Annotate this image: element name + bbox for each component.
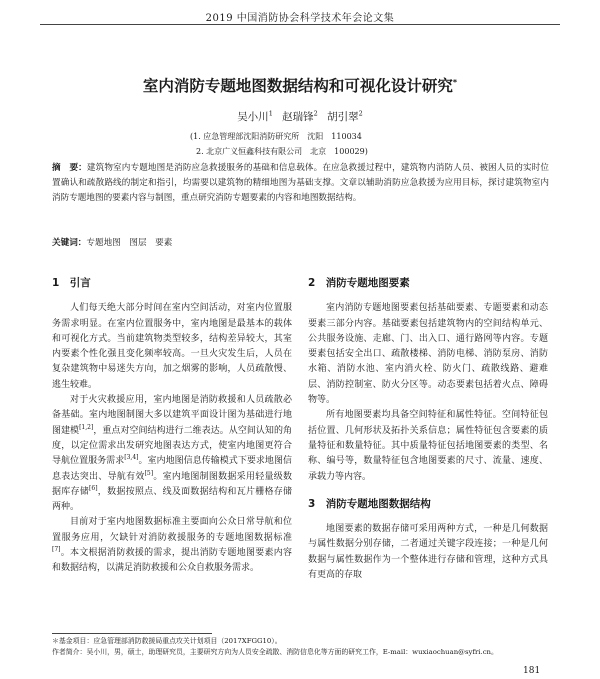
intro-paragraph-2 [52, 393, 292, 515]
keywords-text: 专题地图 图层 要素 [86, 238, 173, 248]
title-footnote-marker: * [452, 77, 458, 87]
running-header: 2019 中国消防协会科学技术年会论文集 [205, 13, 395, 24]
author-3-name: 胡引翠 [327, 111, 359, 123]
intro-p2-text-a: 对于火灾救援应用，室内地图是消防救援和人员疏散必备基础。室内地图制图大多以建筑平面设计图为基础进行地图建模 [52, 395, 292, 436]
author-1-name: 吴小川 [237, 111, 269, 123]
intro-p3-text-b: 。本文根据消防救援的需求，提出消防专题地图要素内容和数据结构，以满足消防救援和公众自救服务需求。 [52, 548, 292, 574]
paper-title-text: 室内消防专题地图数据结构和可视化设计研究 [142, 77, 453, 95]
citation: [7] [52, 546, 61, 554]
page-number: 181 [523, 666, 541, 676]
citation: [6] [89, 484, 98, 492]
paper-title [40, 74, 560, 96]
intro-p2-text-b: ，重点对空间结构进行二维表达。从空间认知的角度，以定位需求出发研究地图表达方式，使室内地图更符合导航位置服务需求 [52, 425, 292, 467]
author-list [40, 109, 560, 124]
left-column [52, 276, 292, 577]
abstract-label: 摘 要： [52, 163, 87, 173]
footnotes [52, 636, 548, 658]
author-name [327, 111, 363, 123]
affiliation-2: 2. 北京广义恒鑫科技有限公司 北京 100029) [196, 147, 368, 156]
right-column [308, 276, 548, 583]
citation: [5] [144, 469, 154, 477]
affiliations [190, 129, 368, 159]
citation: [3,4] [124, 454, 139, 462]
intro-p3-text-a: 目前对于室内地图数据标准主要面向公众日常导航和位置服务应用，欠缺针对消防救援服务的专题地图数据标准 [52, 517, 292, 543]
author-name [282, 111, 318, 123]
author-2-name: 赵瑞锋 [282, 111, 314, 123]
author-2-affil: 2 [313, 109, 318, 118]
intro-paragraph-1: 人们每天绝大部分时间在室内空间活动，对室内位置服务需求明显。在室内位置服务中，室内地图是最基本的载体和可视化方式。当前建筑物类型较多，结构差异较大，其室内要素个性化强且变化频率较高。一旦火灾发生后，人员在复杂建筑物中易迷失方向，加之烟雾的影响，人员疏散慢、逃生较难。 [52, 303, 292, 390]
abstract-text: 建筑物室内专题地图是消防应急救援服务的基础和信息载体。在应急救援过程中，建筑物内消防人员、被困人员的实时位置确认和疏散路线的制定和指引，均需要以建筑物的精细地图为基础支撑。文章以辅助消防应急救援为应用目标，探讨建筑物室内消防专题地图的要素内容与制图，重点研究消防专题要素的内容和地图数据结构。 [52, 163, 549, 203]
section-heading-elements: 2 消防专题地图要素 [308, 277, 410, 289]
fund-footnote: ＊基金项目：应急管理部消防救援局重点攻关计划项目（2017XFGG10）。 [52, 637, 282, 645]
intro-paragraph-3 [52, 515, 292, 576]
header-divider [40, 24, 560, 25]
elements-paragraph-2: 所有地图要素均具备空间特征和属性特征。空间特征包括位置、几何形状及拓扑关系信息；属性特征包含要素的质量特征和数量特征。其中质量特征包括地图要素的类型、名称、编号等，数量特征包含地图要素的尺寸、流量、速度、承载力等内容。 [308, 410, 548, 482]
author-bio-footnote: 作者简介：吴小川，男，硕士，助理研究员，主要研究方向为人员安全疏散、消防信息化等方面的研究工作，E-mail：wuxiaochuan@syfri.cn。 [52, 648, 498, 656]
section-heading-intro: 1 引言 [52, 277, 91, 289]
author-name [237, 111, 273, 123]
section-heading-structure: 3 消防专题地图数据结构 [308, 497, 431, 510]
intro-p2-text-c: 。室内地图信息传输模式下要求地图信息表达突出、导航有效 [52, 456, 292, 482]
footnote-divider [52, 633, 212, 634]
abstract [52, 161, 549, 206]
affiliation-1: (1. 应急管理部沈阳消防研究所 沈阳 110034 [190, 132, 362, 141]
author-3-affil: 2 [358, 109, 363, 118]
keywords-label: 关键词： [52, 238, 87, 248]
intro-p2-text-d: 。室内地图制图数据采用轻量级数据库存储 [52, 471, 292, 497]
citation: [1,2] [79, 423, 94, 431]
keywords [52, 236, 172, 248]
intro-p2-text-e: ，数据按照点、线及面数据结构和瓦片栅格存储两种。 [52, 486, 292, 513]
author-1-affil: 1 [268, 109, 273, 118]
elements-paragraph-1: 室内消防专题地图要素包括基础要素、专题要素和动态要素三部分内容。基础要素包括建筑物内的空间结构单元、公共服务设施、走廊、门、出入口、通行路网等内容。专题要素包括安全出口、疏散楼梯、消防电梯、消防泵房、消防水箱、消防水池、室内消火栓、防火门、疏散线路、避难层、消防控制室、防火分区等。动态要素包括着火点、障碍物等。 [308, 303, 548, 406]
structure-paragraph-1: 地图要素的数据存储可采用两种方式，一种是几何数据与属性数据分别存储，二者通过关键字段连接；一种是几何数据与属性数据作为一个整体进行存储和管理，这种方式具有更高的存取 [308, 524, 548, 581]
